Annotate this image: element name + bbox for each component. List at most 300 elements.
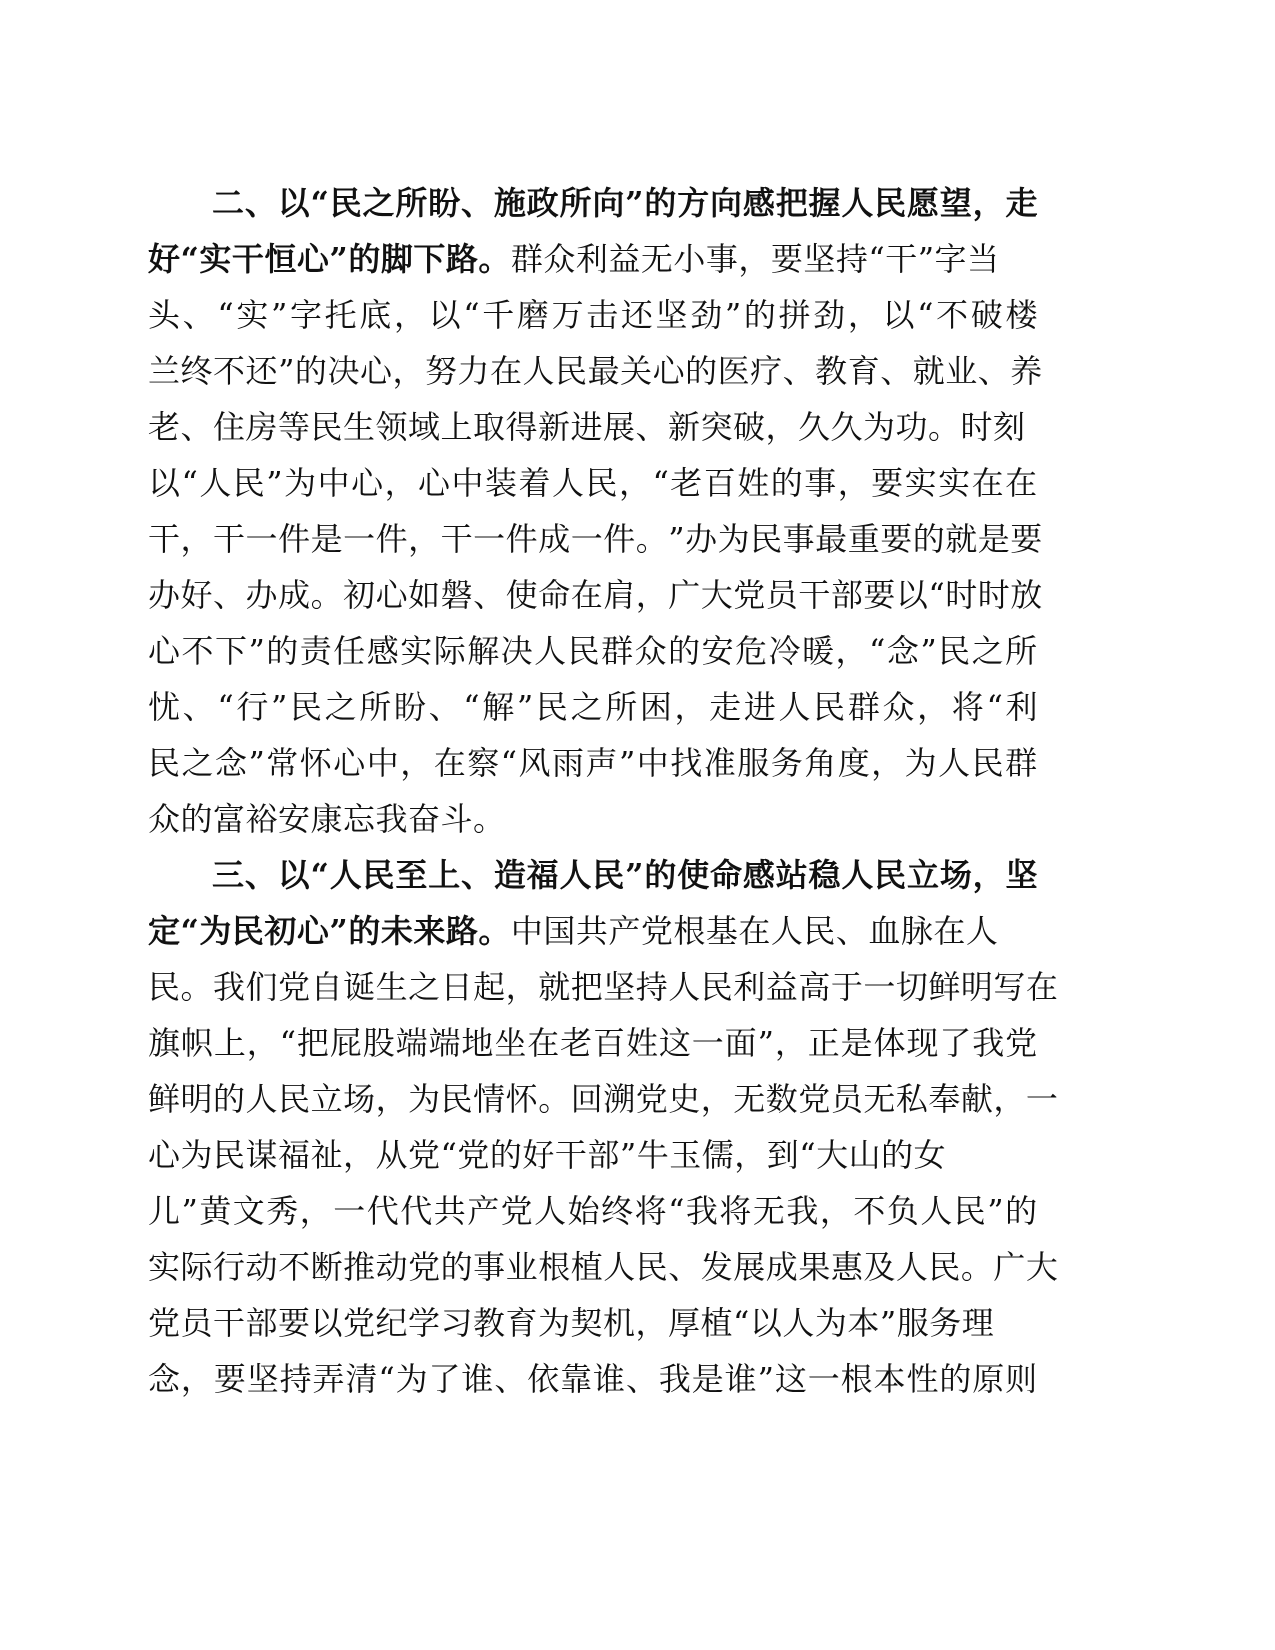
char: ”	[724, 296, 742, 334]
char: 民	[278, 1080, 311, 1118]
char: ，	[993, 1080, 1026, 1118]
char: 还	[620, 296, 654, 334]
char: 不	[181, 632, 214, 670]
char: 党	[408, 1248, 441, 1286]
char: 秀	[266, 1192, 299, 1230]
char: 为	[717, 520, 751, 558]
char: 史	[668, 1080, 701, 1118]
char: 好	[180, 576, 214, 614]
char: 、	[494, 1360, 527, 1398]
char: 命	[538, 576, 571, 614]
char: 冷	[768, 632, 802, 670]
char: 念	[886, 632, 920, 670]
char: 要	[213, 1360, 247, 1398]
char: 不	[853, 1192, 886, 1230]
char: 在	[1025, 968, 1059, 1006]
char: 姓	[737, 464, 770, 502]
char: 立	[310, 1080, 344, 1118]
char: 及	[863, 1248, 896, 1286]
char: 走	[709, 688, 742, 726]
char: 场	[343, 1080, 376, 1118]
char: 文	[232, 1192, 266, 1230]
char: 民	[700, 968, 734, 1006]
char: 群	[601, 632, 634, 670]
char: 无	[733, 1080, 766, 1118]
char: 关	[620, 352, 653, 390]
char: 人	[551, 464, 585, 502]
char: 所	[359, 688, 392, 726]
char: ，	[392, 352, 425, 390]
char: 心	[333, 744, 366, 782]
char: 谁	[461, 1360, 494, 1398]
char: 写	[993, 968, 1026, 1006]
char: ”	[757, 1024, 775, 1062]
char: 群	[1005, 744, 1038, 782]
char: 感	[742, 856, 776, 894]
char: 所	[1005, 632, 1038, 670]
char: 。	[310, 576, 344, 614]
char: 不	[936, 296, 969, 334]
char: 、	[977, 352, 1011, 390]
char: 福	[526, 856, 560, 894]
char: 儿	[148, 1192, 181, 1230]
char: 民	[567, 632, 601, 670]
char: 人	[245, 1080, 279, 1118]
char: 献	[960, 1080, 994, 1118]
char: 政	[526, 184, 560, 222]
char: 字	[289, 296, 323, 334]
char: 向	[710, 184, 743, 222]
char: 众	[882, 688, 915, 726]
char: 一	[245, 520, 279, 558]
char: “	[652, 464, 670, 502]
char: 鲜	[148, 1080, 181, 1118]
char: 力	[457, 352, 491, 390]
char: 民	[813, 688, 846, 726]
char: 民	[971, 744, 1005, 782]
char: 代	[366, 1192, 400, 1230]
char: 教	[815, 352, 848, 390]
char: 使	[677, 856, 710, 894]
char: 坐	[494, 1024, 527, 1062]
char: 民	[440, 1080, 474, 1118]
char: 决	[327, 352, 360, 390]
char: 为	[408, 1080, 441, 1118]
char: 了	[939, 1024, 972, 1062]
char: 一	[333, 1192, 366, 1230]
char: 命	[710, 856, 743, 894]
char: 肩	[603, 576, 636, 614]
char: 念	[148, 1360, 181, 1398]
char: 努	[424, 352, 458, 390]
section-two-heading-end: 好“实干恒心”的脚下路。	[148, 240, 511, 278]
char: ，	[674, 688, 708, 726]
char: ，	[847, 296, 881, 334]
char: 群	[847, 688, 881, 726]
char: 以	[428, 296, 462, 334]
char: 的	[743, 296, 777, 334]
char: 的	[266, 632, 299, 670]
char: 党	[500, 1192, 534, 1230]
char: 度	[837, 744, 871, 782]
char: 我	[786, 1192, 819, 1230]
char: 至	[395, 856, 428, 894]
char: 民	[585, 464, 618, 502]
char: 千	[482, 296, 515, 334]
char: 的	[644, 856, 677, 894]
paragraph-line	[148, 959, 1059, 1015]
char: 明	[180, 1080, 214, 1118]
char: 劲	[690, 296, 723, 334]
char: 务	[770, 744, 804, 782]
char: 是	[840, 1024, 874, 1062]
char: 终	[601, 1192, 634, 1230]
char: 要	[863, 576, 896, 614]
paragraph-line	[148, 1071, 1059, 1127]
char: 角	[804, 744, 837, 782]
char: 、	[461, 856, 494, 894]
char: 件	[505, 520, 539, 558]
char: 回	[570, 1080, 604, 1118]
char: 为	[284, 464, 317, 502]
char: ，	[384, 464, 418, 502]
char: 的	[1005, 1192, 1038, 1230]
char: 老	[670, 464, 703, 502]
paragraph-line	[148, 343, 1043, 399]
char: 民	[750, 520, 783, 558]
char: 民	[148, 744, 181, 782]
char: 人	[603, 1248, 636, 1286]
char: 、	[182, 688, 216, 726]
section-three-body-start: 中国共产党根基在人民、血脉在人	[510, 912, 999, 950]
char: 楼	[1005, 296, 1038, 334]
char: ，	[871, 744, 904, 782]
char: 本	[873, 1360, 907, 1398]
char: 、	[244, 856, 278, 894]
char: 进	[743, 688, 777, 726]
char: 在	[433, 744, 467, 782]
char: 件	[603, 520, 636, 558]
char: 产	[467, 1192, 500, 1230]
char: 件	[375, 520, 409, 558]
char: “	[463, 296, 481, 334]
char: 。	[635, 520, 669, 558]
char: 磨	[516, 296, 550, 334]
char: 不	[213, 352, 246, 390]
char: 数	[765, 1080, 799, 1118]
char: 百	[703, 464, 737, 502]
char: ”	[625, 184, 645, 222]
char: 是	[310, 520, 344, 558]
char: 党	[798, 1080, 831, 1118]
char: 事	[473, 1248, 506, 1286]
char: 成	[538, 520, 571, 558]
char: 所	[559, 184, 593, 222]
char: 坚	[246, 1360, 280, 1398]
char: 心	[148, 632, 181, 670]
char: 终	[180, 352, 214, 390]
char: 还	[245, 352, 279, 390]
char: 广	[993, 1248, 1026, 1286]
char: 重	[847, 520, 881, 558]
char: 人	[778, 688, 812, 726]
char: 益	[765, 968, 799, 1006]
char: 就	[945, 520, 978, 558]
char: 实	[938, 464, 971, 502]
char: ”	[920, 632, 938, 670]
char: 初	[343, 576, 376, 614]
char: ，	[375, 1080, 409, 1118]
char: ，	[408, 520, 441, 558]
char: 下	[214, 632, 248, 670]
char: ”	[181, 1192, 199, 1230]
char: “	[378, 1360, 396, 1398]
char: “	[500, 744, 518, 782]
char: 的	[939, 1360, 972, 1398]
char: 、	[244, 184, 278, 222]
char: “	[181, 464, 199, 502]
char: 拼	[778, 296, 812, 334]
char: 之	[181, 744, 214, 782]
char: “	[217, 296, 235, 334]
char: 利	[1005, 688, 1038, 726]
char: 在	[971, 464, 1005, 502]
char: 实	[148, 1248, 181, 1286]
char: 愿	[907, 184, 940, 222]
char: 展	[733, 1248, 766, 1286]
char: 起	[473, 968, 506, 1006]
char: 心	[375, 576, 409, 614]
char: 我	[972, 1024, 1005, 1062]
char: 动	[375, 1248, 409, 1286]
char: 、	[461, 184, 494, 222]
char: 不	[278, 1248, 311, 1286]
char: 持	[279, 1360, 313, 1398]
char: 之	[570, 688, 604, 726]
char: 人	[938, 744, 971, 782]
char: “	[917, 296, 934, 334]
char: 将	[634, 1192, 668, 1230]
char: 劲	[813, 296, 846, 334]
char: 医	[717, 352, 751, 390]
char: 解	[467, 632, 500, 670]
char: 育	[847, 352, 881, 390]
paragraph-line: 心为民谋福祉，从党“党的好干部”牛玉儒，到“大山的女	[148, 1136, 947, 1174]
char: 时	[977, 576, 1011, 614]
char: 于	[830, 968, 864, 1006]
char: 人	[199, 464, 232, 502]
char: 三	[212, 856, 245, 894]
char: 负	[886, 1192, 920, 1230]
char: 决	[500, 632, 534, 670]
char: 民	[362, 856, 396, 894]
char: 在	[1005, 464, 1038, 502]
char: 托	[324, 296, 358, 334]
char: 党	[278, 968, 311, 1006]
char: 装	[485, 464, 518, 502]
char: 代	[400, 1192, 433, 1230]
char: 果	[798, 1248, 831, 1286]
paragraph-line	[148, 623, 1038, 679]
char: 是	[977, 520, 1011, 558]
char: “	[928, 576, 946, 614]
char: 雨	[551, 744, 585, 782]
char: “	[869, 632, 886, 670]
char: 百	[593, 1024, 626, 1062]
char: ，	[246, 1024, 280, 1062]
char: ，	[299, 1192, 333, 1230]
char: 忧	[148, 688, 181, 726]
char: 原	[972, 1360, 1005, 1398]
char: 击	[586, 296, 619, 334]
char: “	[279, 1024, 297, 1062]
paragraph-line	[148, 455, 1038, 511]
char: ，	[180, 1360, 214, 1398]
char: 任	[333, 632, 366, 670]
char: 心	[652, 352, 686, 390]
char: 把	[570, 968, 604, 1006]
char: 件	[278, 520, 311, 558]
char: 、	[782, 352, 816, 390]
char: 际	[433, 632, 467, 670]
char: ”	[987, 1192, 1005, 1230]
section-two-heading-line-2	[148, 231, 1038, 287]
char: “	[986, 688, 1004, 726]
char: ，	[400, 744, 433, 782]
char: 人	[559, 856, 593, 894]
char: 声	[585, 744, 618, 782]
char: 将	[719, 1192, 752, 1230]
char: 动	[245, 1248, 279, 1286]
char: 坚	[1005, 856, 1038, 894]
char: 握	[808, 184, 842, 222]
char: 人	[841, 856, 874, 894]
char: 股	[362, 1024, 396, 1062]
char: 盼	[393, 688, 427, 726]
char: 大	[700, 576, 734, 614]
char: 兰	[148, 352, 181, 390]
char: 面	[724, 1024, 758, 1062]
section-three-heading-line-1	[148, 847, 1038, 903]
char: 部	[830, 576, 864, 614]
char: 靠	[560, 1360, 593, 1398]
char: 、	[625, 1360, 659, 1398]
paragraph-line	[148, 511, 1043, 567]
char: ，	[972, 856, 1006, 894]
char: 以	[277, 184, 311, 222]
char: 人	[522, 352, 556, 390]
paragraph-line	[148, 1239, 1059, 1295]
char: 人	[841, 184, 874, 222]
char: 的	[213, 1080, 246, 1118]
char: 党	[1005, 1024, 1038, 1062]
char: 广	[668, 576, 701, 614]
char: 在	[490, 352, 523, 390]
char: 风	[518, 744, 552, 782]
char: 在	[570, 576, 604, 614]
char: 暖	[802, 632, 835, 670]
char: ，	[774, 1024, 808, 1062]
char: 日	[440, 968, 474, 1006]
char: ，	[837, 464, 871, 502]
char: 立	[907, 856, 940, 894]
char: 着	[518, 464, 552, 502]
char: 准	[703, 744, 737, 782]
char: “	[463, 688, 481, 726]
char: 民	[232, 464, 266, 502]
char: 之	[408, 968, 441, 1006]
char: 困	[639, 688, 673, 726]
char: 要	[880, 520, 913, 558]
char: 持	[635, 968, 669, 1006]
char: 磐	[440, 576, 474, 614]
char: 旗	[148, 1024, 181, 1062]
char: ”	[278, 352, 295, 390]
char: ，	[700, 1080, 734, 1118]
char: 、	[668, 1248, 701, 1286]
char: 无	[752, 1192, 786, 1230]
char: 念	[214, 744, 248, 782]
char: 际	[180, 1248, 214, 1286]
char: 、	[182, 296, 216, 334]
char: 民	[289, 688, 323, 726]
char: 中	[366, 744, 400, 782]
char: 明	[960, 968, 994, 1006]
paragraph-line	[148, 735, 1038, 791]
char: 民	[928, 1248, 961, 1286]
char: ”	[266, 464, 284, 502]
document-body	[148, 175, 1059, 1407]
char: 业	[505, 1248, 539, 1286]
char: 这	[774, 1360, 808, 1398]
char: 民	[953, 1192, 987, 1230]
char: 办	[148, 576, 181, 614]
char: 一	[1025, 1080, 1059, 1118]
char: 情	[473, 1080, 506, 1118]
char: 共	[433, 1192, 467, 1230]
paragraph-line: 众的富裕安康忘我奋斗。	[148, 800, 506, 838]
char: 人	[534, 632, 567, 670]
char: 的	[668, 632, 701, 670]
char: ”	[757, 1360, 775, 1398]
char: 实	[400, 632, 433, 670]
char: 的	[685, 352, 718, 390]
char: 我	[213, 968, 246, 1006]
char: 一	[807, 1360, 841, 1398]
char: 、	[213, 576, 246, 614]
char: “	[668, 1192, 685, 1230]
char: 民	[329, 184, 363, 222]
char: “	[217, 688, 235, 726]
char: 就	[912, 352, 946, 390]
char: 利	[733, 968, 766, 1006]
char: 惠	[830, 1248, 864, 1286]
char: 之	[362, 184, 396, 222]
char: 在	[527, 1024, 560, 1062]
char: 民	[938, 632, 971, 670]
paragraph-line	[148, 679, 1038, 735]
char: 场	[939, 856, 973, 894]
section-two-heading-line-1	[148, 175, 1038, 231]
char: 向	[592, 184, 625, 222]
char: 坚	[655, 296, 689, 334]
char: 人	[920, 1192, 953, 1230]
char: 溯	[603, 1080, 636, 1118]
char: 植	[570, 1248, 604, 1286]
char: 了	[428, 1360, 462, 1398]
char: ”	[270, 688, 288, 726]
char: 自	[310, 968, 344, 1006]
